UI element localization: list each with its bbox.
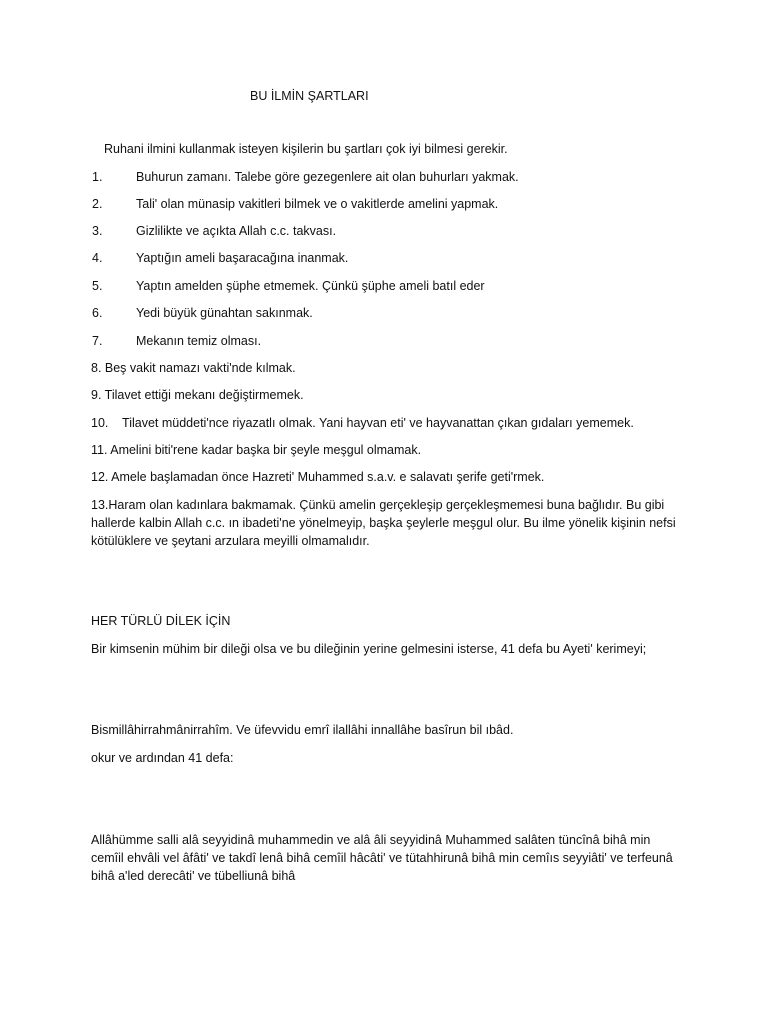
list-item-number: 1.	[92, 170, 103, 184]
intro-text: Ruhani ilmini kullanmak isteyen kişilerin bu şartları çok iyi bilmesi gerekir.	[104, 142, 508, 156]
list-item: 11. Amelini biti'rene kadar başka bir şeyle meşgul olmamak.	[91, 443, 422, 457]
list-item: 12. Amele başlamadan önce Hazreti' Muhammed s.a.v. e salavatı şerife geti'rmek.	[91, 470, 545, 484]
section-text: okur ve ardından 41 defa:	[91, 751, 234, 765]
verse-text: Bismillâhirrahmânirrahîm. Ve üfevvidu emrî ilallâhi innallâhe basîrun bil ıbâd.	[91, 723, 514, 737]
section-text: Bir kimsenin mühim bir dileği olsa ve bu dileğinin yerine gelmesini isterse, 41 defa bu Ayeti' kerimeyi;	[91, 642, 647, 656]
list-item: 8. Beş vakit namazı vakti'nde kılmak.	[91, 361, 296, 375]
list-item-number: 3.	[92, 224, 103, 238]
section-heading: HER TÜRLÜ DİLEK İÇİN	[91, 614, 231, 628]
document-title: BU İLMİN ŞARTLARI	[250, 89, 369, 103]
list-item-number: 7.	[92, 334, 103, 348]
list-item: 9. Tilavet ettiği mekanı değiştirmemek.	[91, 388, 304, 402]
list-item-text: Yaptın amelden şüphe etmemek. Çünkü şüphe ameli batıl eder	[136, 279, 485, 293]
list-item-text: Yedi büyük günahtan sakınmak.	[136, 306, 313, 320]
list-item-text: Tali' olan münasip vakitleri bilmek ve o vakitlerde amelini yapmak.	[136, 197, 499, 211]
prayer-paragraph: Allâhümme salli alâ seyyidinâ muhammedin ve alâ âli seyyidinâ Muhammed salâten tüncînâ bihâ min cemîil ehvâli vel âfâti' ve takdî lenâ bihâ cemîil hâcâti' ve tütahhirunâ bihâ min cemîıs seyyiâti' ve terfeunâ bihâ a'led derecâti' ve tübelliunâ bihâ	[91, 833, 673, 883]
list-item-paragraph: 13.Haram olan kadınlara bakmamak. Çünkü amelin gerçekleşip gerçekleşmemesi buna bağlıdır. Bu gibi hallerde kalbin Allah c.c. ın ibadeti'ne yönelmeyip, başka şeylerle meşgul olur. Bu ilme yönelik kişinin nefsi kötülüklere ve şeytani arzulara meyilli olmamalıdır.	[91, 498, 676, 548]
list-item-number: 2.	[92, 197, 103, 211]
list-item-number: 6.	[92, 306, 103, 320]
list-item-text: Yaptığın ameli başaracağına inanmak.	[136, 251, 349, 265]
list-item-text: Buhurun zamanı. Talebe göre gezegenlere ait olan buhurları yakmak.	[136, 170, 519, 184]
list-item-number: 4.	[92, 251, 103, 265]
list-item-number: 5.	[92, 279, 103, 293]
list-item: 10. Tilavet müddeti'nce riyazatlı olmak. Yani hayvan eti' ve hayvanattan çıkan gıdaları yememek.	[91, 416, 634, 430]
list-item-text: Mekanın temiz olması.	[136, 334, 262, 348]
list-item-text: Gizlilikte ve açıkta Allah c.c. takvası.	[136, 224, 337, 238]
